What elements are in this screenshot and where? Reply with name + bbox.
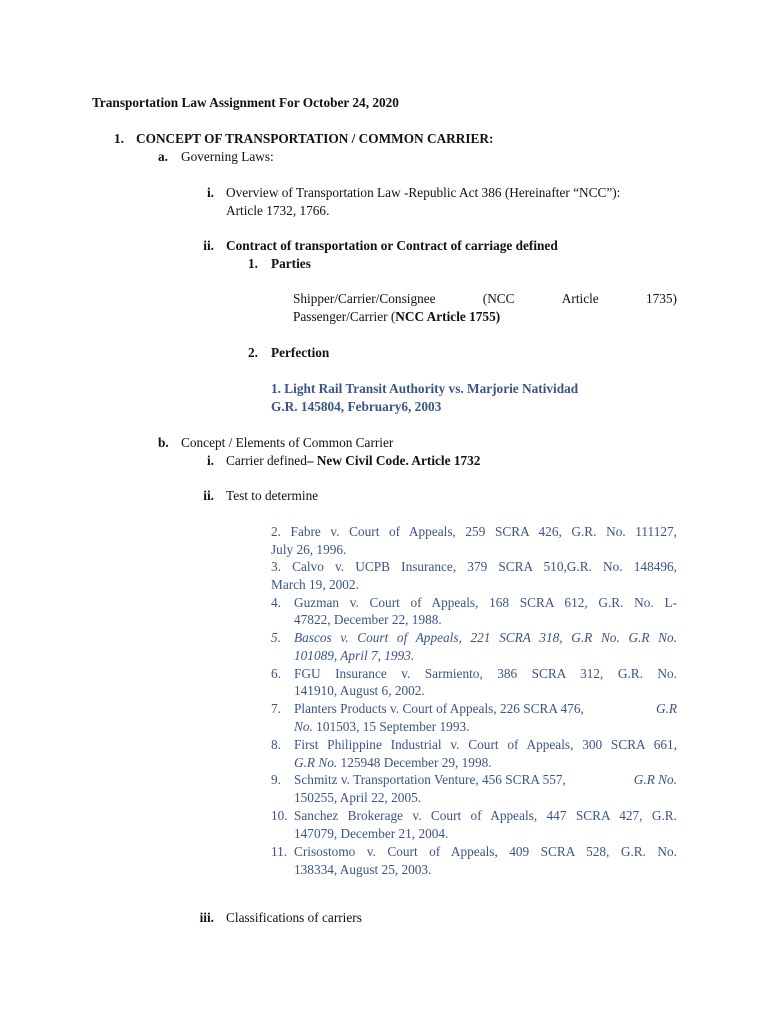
- case-9-line1: [294, 771, 677, 789]
- case-3-line2: March 19, 2002.: [271, 577, 359, 592]
- case-6-number: 6.: [271, 666, 281, 681]
- case-11-line1: Crisostomo v. Court of Appeals, 409 SCRA 528, G.R. No.: [294, 844, 677, 859]
- carrier-defined-plain: Carrier defined: [226, 453, 307, 468]
- item-a-ii-number: ii.: [203, 238, 214, 253]
- parties-word-4: 1735): [645, 291, 677, 306]
- case-6-line1: FGU Insurance v. Sarmiento, 386 SCRA 312, G.R. No.: [294, 666, 677, 681]
- case-5-line2: 101089, April 7, 1993.: [294, 648, 415, 663]
- item-b-ii-number: ii.: [203, 488, 214, 503]
- item-b-ii-label: Test to determine: [226, 488, 319, 503]
- parties-word-3: Article: [561, 291, 599, 306]
- case-4-number: 4.: [271, 595, 281, 610]
- case-7-line2: [294, 718, 469, 736]
- item-a-label: Governing Laws:: [181, 149, 274, 164]
- case-3-line1: 3. Calvo v. UCPB Insurance, 379 SCRA 510,G.R. No. 148496,: [271, 559, 677, 574]
- case-5-number: 5.: [271, 630, 281, 645]
- perfection-number: 2.: [248, 345, 258, 360]
- item-a-number: a.: [158, 149, 168, 164]
- case-6-line2: 141910, August 6, 2002.: [294, 683, 425, 698]
- case-10-line1: Sanchez Brokerage v. Court of Appeals, 447 SCRA 427, G.R.: [294, 808, 677, 823]
- perfection-label: Perfection: [271, 345, 330, 360]
- parties-label: Parties: [271, 256, 311, 271]
- case-4-line2: 47822, December 22, 1988.: [294, 612, 442, 627]
- case-9-number: 9.: [271, 772, 281, 787]
- case-7-line1: [294, 700, 677, 718]
- document-title: Transportation Law Assignment For October 24, 2020: [92, 95, 399, 110]
- case-11-line2: 138334, August 25, 2003.: [294, 862, 432, 877]
- case-8-line2-gr: G.R No.: [294, 755, 338, 770]
- item-b-iii-number: iii.: [199, 910, 214, 925]
- section-1-heading: CONCEPT OF TRANSPORTATION / COMMON CARRIER:: [136, 131, 494, 146]
- item-b-i-text: [226, 452, 480, 470]
- case-10-number: 10.: [271, 808, 288, 823]
- parties-line2-bold: NCC Article 1755): [395, 309, 501, 324]
- case-lrta-line2: G.R. 145804, February6, 2003: [271, 399, 442, 414]
- parties-word-2: (NCC: [482, 291, 515, 306]
- case-8-number: 8.: [271, 737, 281, 752]
- case-lrta-line1: 1. Light Rail Transit Authority vs. Marjorie Natividad: [271, 381, 579, 396]
- case-8-line2: [294, 754, 492, 772]
- item-a-i-line1: Overview of Transportation Law -Republic Act 386 (Hereinafter “NCC”):: [226, 185, 621, 200]
- parties-number: 1.: [248, 256, 258, 271]
- case-9-line1-text: Schmitz v. Transportation Venture, 456 SCRA 557,: [294, 772, 566, 787]
- case-11-number: 11.: [271, 844, 288, 859]
- case-2-line2: July 26, 1996.: [271, 542, 347, 557]
- case-4-line1: Guzman v. Court of Appeals, 168 SCRA 612, G.R. No. L-: [294, 595, 677, 610]
- parties-line2-plain: Passenger/Carrier (: [293, 309, 396, 324]
- parties-line2: [293, 308, 500, 326]
- case-2-line1: 2. Fabre v. Court of Appeals, 259 SCRA 426, G.R. No. 111127,: [271, 524, 677, 539]
- item-b-number: b.: [158, 435, 169, 450]
- parties-word-1: Shipper/Carrier/Consignee: [293, 291, 436, 306]
- item-b-i-number: i.: [206, 453, 214, 468]
- item-a-i-line2: Article 1732, 1766.: [226, 203, 330, 218]
- item-a-ii-label: Contract of transportation or Contract of carriage defined: [226, 238, 558, 253]
- parties-line1: [293, 290, 677, 308]
- section-1-number: 1.: [114, 131, 124, 146]
- case-9-line1-gr: G.R No.: [633, 772, 677, 787]
- case-7-line1-text: Planters Products v. Court of Appeals, 226 SCRA 476,: [294, 701, 584, 716]
- case-9-line2: 150255, April 22, 2005.: [294, 790, 422, 805]
- case-7-number: 7.: [271, 701, 281, 716]
- item-a-i-number: i.: [206, 185, 214, 200]
- case-7-line2-no: No.: [294, 719, 313, 734]
- item-b-iii-label: Classifications of carriers: [226, 910, 362, 925]
- case-10-line2: 147079, December 21, 2004.: [294, 826, 449, 841]
- case-7-line1-gr: G.R: [655, 701, 677, 716]
- case-8-line1: First Philippine Industrial v. Court of Appeals, 300 SCRA 661,: [294, 737, 677, 752]
- case-5-line1: Bascos v. Court of Appeals, 221 SCRA 318, G.R No. G.R No.: [294, 630, 677, 645]
- carrier-defined-bold: – New Civil Code. Article 1732: [306, 453, 481, 468]
- case-7-line2-text: 101503, 15 September 1993.: [316, 719, 470, 734]
- case-8-line2-text: 125948 December 29, 1998.: [340, 755, 492, 770]
- item-b-label: Concept / Elements of Common Carrier: [181, 435, 394, 450]
